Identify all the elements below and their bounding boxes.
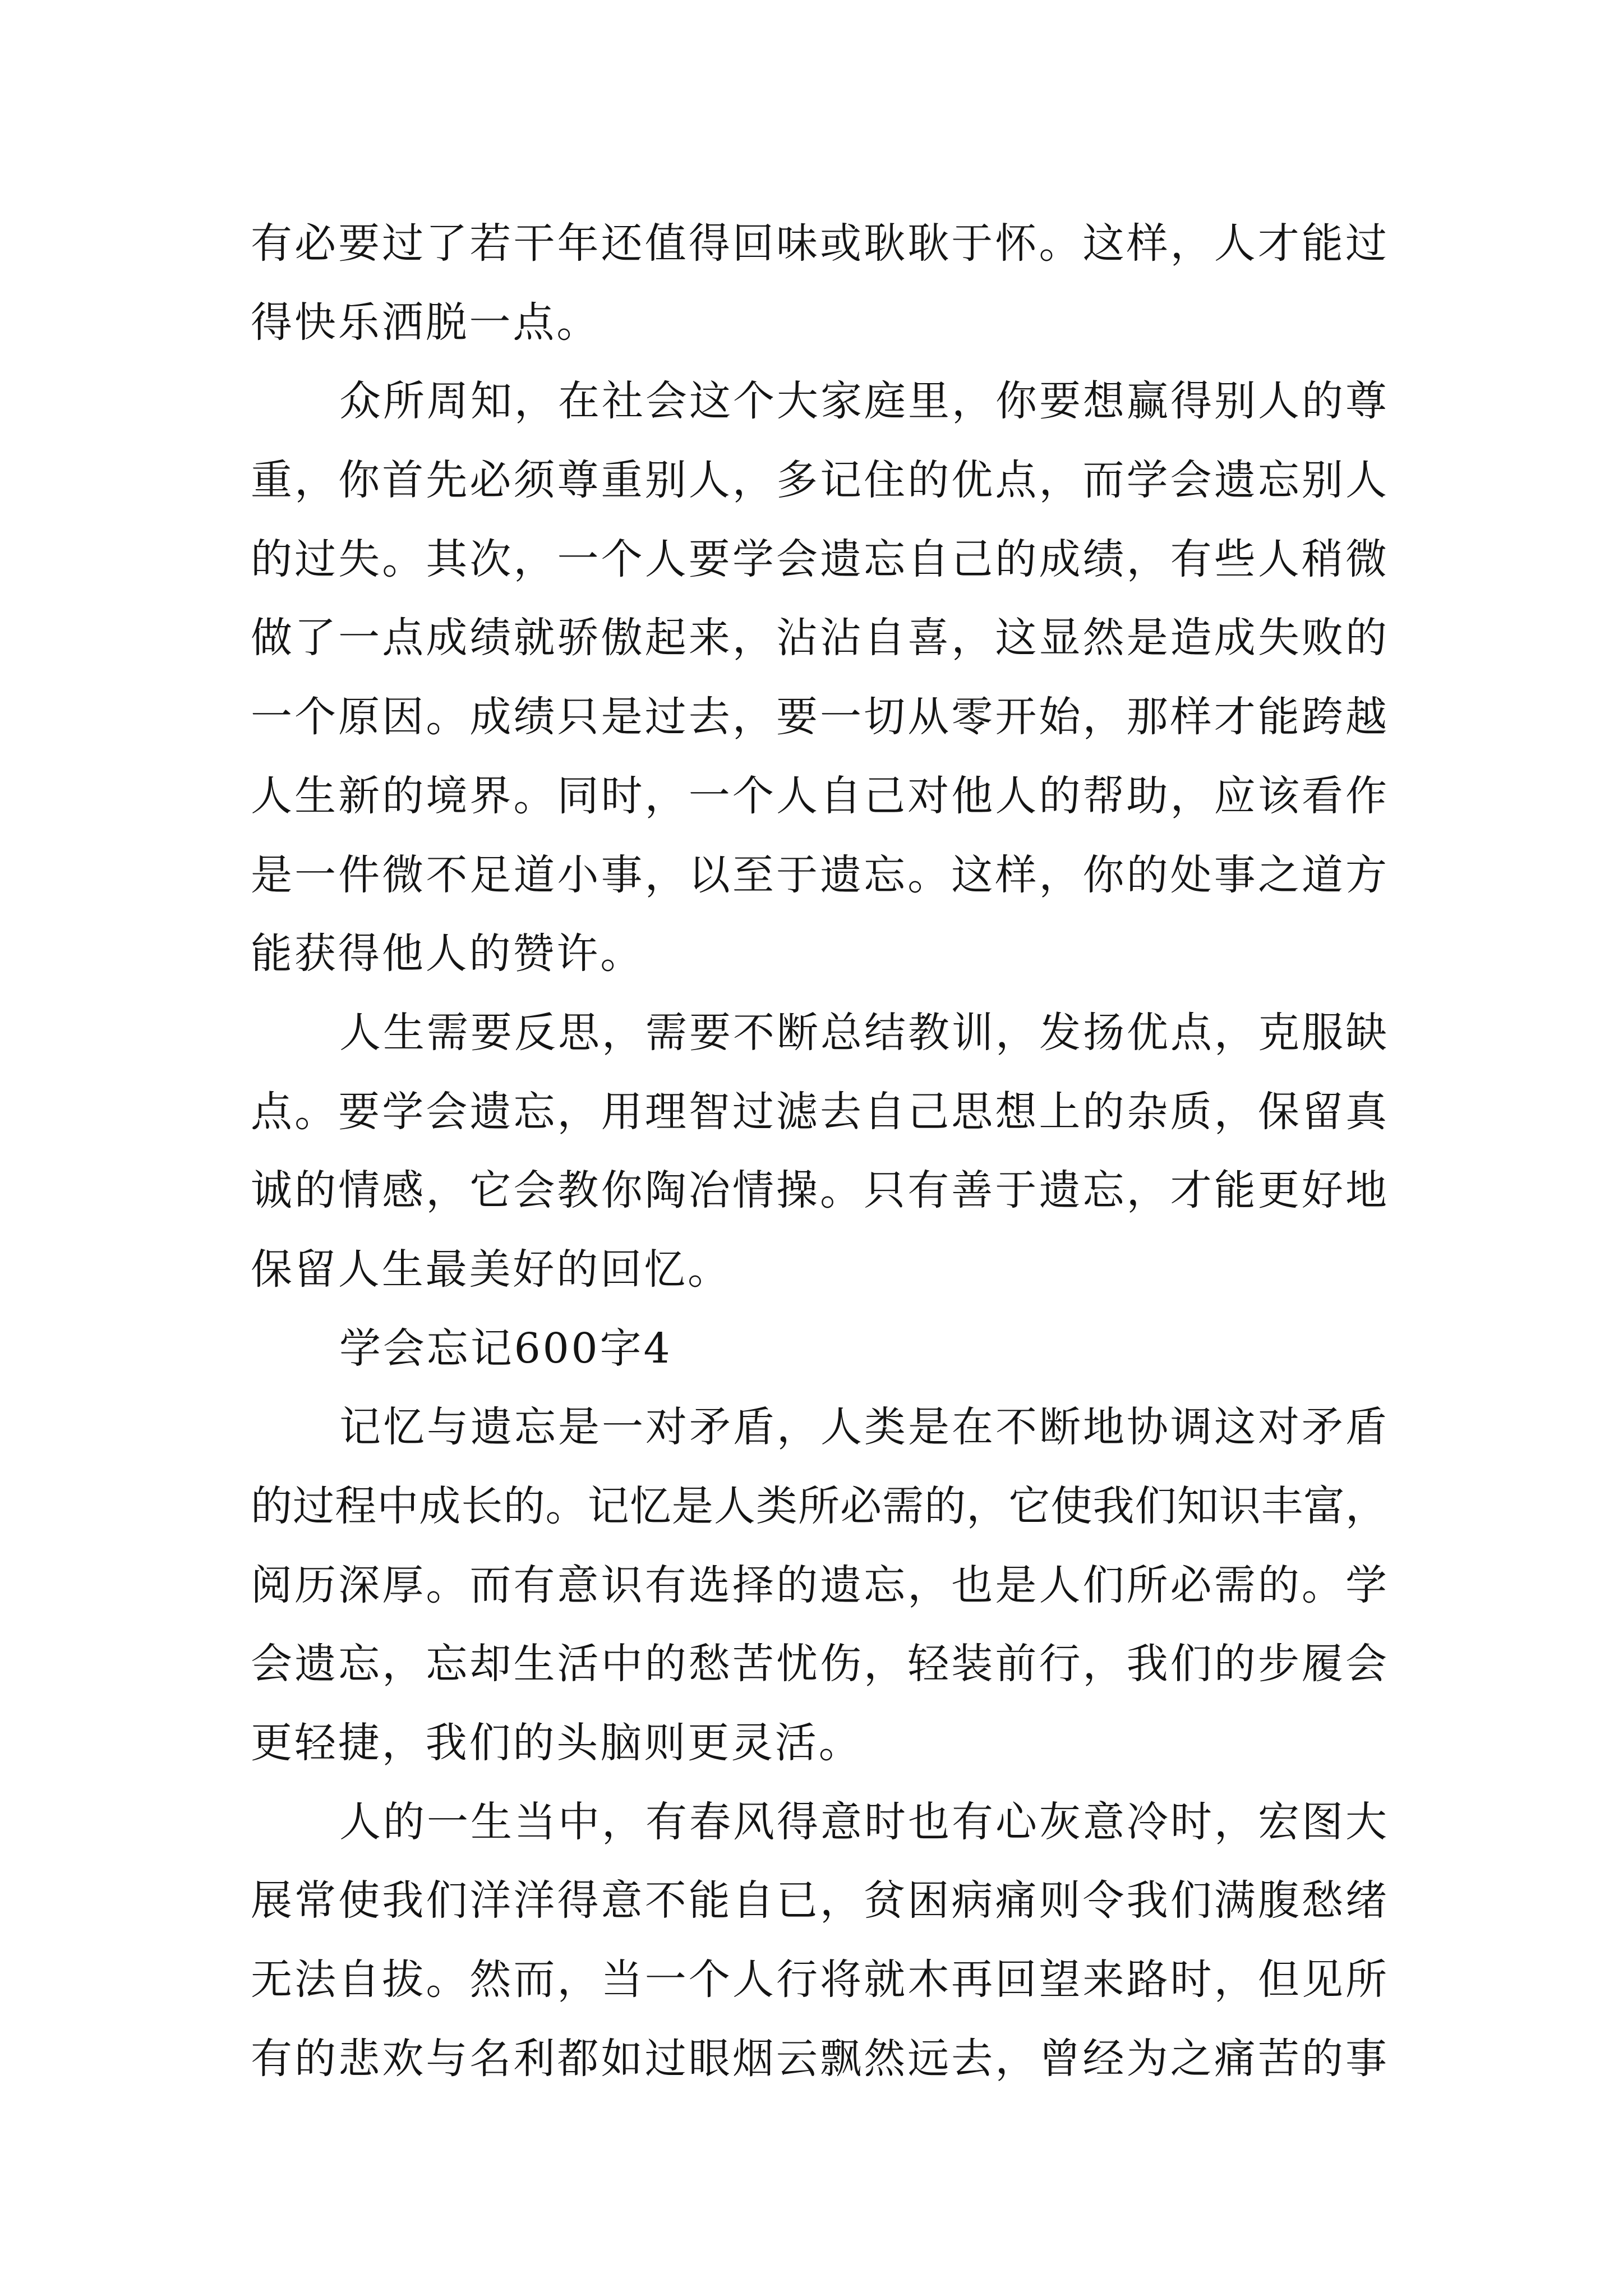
- paragraph: [251, 362, 1387, 993]
- text-line: 更轻捷，我们的头脑则更灵活。: [251, 1719, 863, 1768]
- text-line: 一个原因。成绩只是过去，要一切从零开始，那样才能跨越: [251, 693, 1387, 742]
- text-line: 无法自拔。然而，当一个人行将就木再回望来路时，但见所: [251, 1955, 1387, 2004]
- text-line: 有的悲欢与名利都如过眼烟云飘然远去，曾经为之痛苦的事: [251, 2034, 1387, 2083]
- text-line: 记忆与遗忘是一对矛盾，人类是在不断地协调这对矛盾: [339, 1403, 1387, 1452]
- text-line: 得快乐洒脱一点。: [251, 298, 601, 347]
- paragraph: [251, 993, 1387, 1309]
- paragraph: [251, 204, 1387, 362]
- section: [251, 204, 1387, 1309]
- text-line: 做了一点成绩就骄傲起来，沾沾自喜，这显然是造成失败的: [251, 614, 1387, 662]
- text-line: 诚的情感，它会教你陶冶情操。只有善于遗忘，才能更好地: [251, 1166, 1387, 1215]
- text-line: 会遗忘，忘却生活中的愁苦忧伤，轻装前行，我们的步履会: [251, 1640, 1387, 1688]
- text-line: 有必要过了若干年还值得回味或耿耿于怀。这样，人才能过: [251, 219, 1387, 268]
- text-line: 保留人生最美好的回忆。: [251, 1245, 731, 1294]
- paragraph: [251, 1388, 1387, 1782]
- section: [251, 1309, 1387, 2099]
- text-line: 点。要学会遗忘，用理智过滤去自己思想上的杂质，保留真: [251, 1087, 1387, 1136]
- text-line: 能获得他人的赞许。: [251, 930, 644, 978]
- text-line: 人生需要反思，需要不断总结教训，发扬优点，克服缺: [339, 1008, 1387, 1057]
- document-body: [251, 204, 1387, 2099]
- text-line: 的过失。其次，一个人要学会遗忘自己的成绩，有些人稍微: [251, 535, 1387, 583]
- text-line: 人的一生当中，有春风得意时也有心灰意冷时，宏图大: [339, 1797, 1387, 1846]
- text-line: 众所周知，在社会这个大家庭里，你要想赢得别人的尊: [339, 377, 1387, 426]
- text-line: 是一件微不足道小事，以至于遗忘。这样，你的处事之道方: [251, 850, 1387, 899]
- text-line: 阅历深厚。而有意识有选择的遗忘，也是人们所必需的。学: [251, 1561, 1387, 1609]
- text-line: 的过程中成长的。记忆是人类所必需的，它使我们知识丰富，: [251, 1482, 1387, 1530]
- section-title: 学会忘记600字4: [339, 1324, 672, 1373]
- text-line: 展常使我们洋洋得意不能自已，贫困病痛则令我们满腹愁绪: [251, 1876, 1387, 1925]
- paragraph: [251, 1783, 1387, 2099]
- text-line: 人生新的境界。同时，一个人自己对他人的帮助，应该看作: [251, 771, 1387, 820]
- text-line: 重，你首先必须尊重别人，多记住的优点，而学会遗忘别人: [251, 456, 1387, 505]
